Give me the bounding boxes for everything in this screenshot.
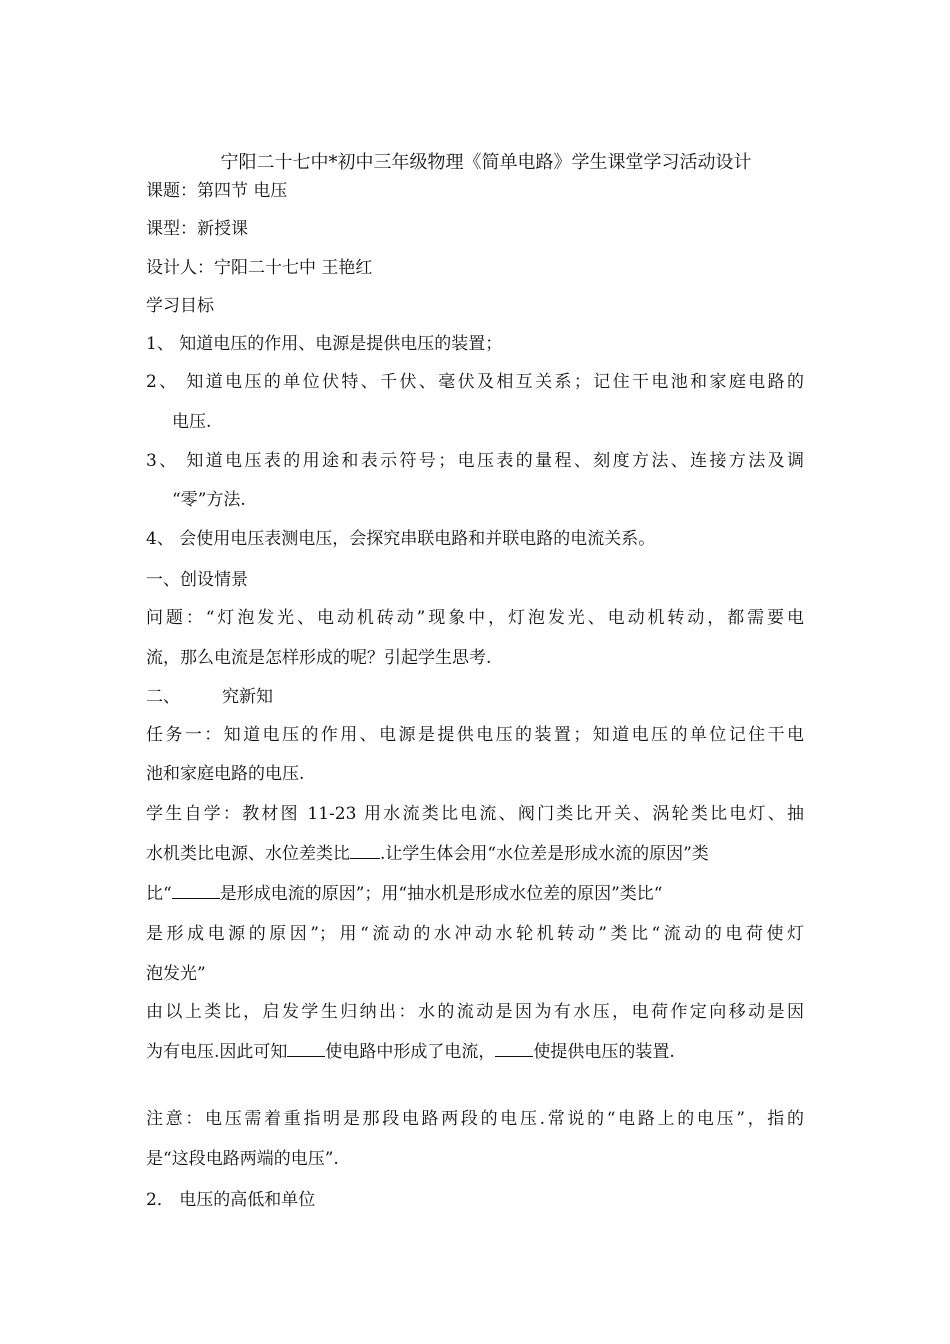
self-study-line-3-part-a: 比“ [146, 884, 172, 904]
document-title: 宁阳二十七中*初中三年级物理《简单电路》学生课堂学习活动设计 [220, 152, 752, 173]
task-1-line-2: 池和家庭电路的电压. [146, 764, 305, 784]
section-2-number: 二、 [146, 687, 180, 707]
induction-line-2-part-a: 为有电压.因此可知 [146, 1042, 288, 1062]
subsection-2-heading: 2． 电压的高低和单位 [146, 1190, 316, 1210]
question-line-2: 流，那么电流是怎样形成的呢？引起学生思考. [146, 648, 492, 668]
objective-1: 1、 知道电压的作用、电源是提供电压的装置； [146, 334, 503, 354]
section-2-text: 究新知 [222, 687, 273, 707]
section-1-heading: 一、创设情景 [146, 570, 248, 590]
fill-blank[interactable] [495, 1042, 533, 1057]
section-2-heading [146, 682, 273, 707]
fill-blank[interactable] [287, 1042, 325, 1057]
induction-line-1: 由以上类比，启发学生归纳出：水的流动是因为有水压，电荷作定向移动是因 [146, 1002, 804, 1022]
self-study-line-3 [146, 879, 662, 904]
self-study-line-2 [146, 839, 709, 864]
designer-line: 设计人：宁阳二十七中 王艳红 [146, 258, 373, 278]
note-line-2: 是“这段电路两端的电压”. [146, 1149, 339, 1169]
objective-2-line-1: 2、 知道电压的单位伏特、千伏、毫伏及相互关系；记住干电池和家庭电路的 [146, 372, 804, 392]
induction-line-2 [146, 1037, 675, 1062]
self-study-line-2-part-a: 水机类比电源、水位差类比 [146, 844, 350, 864]
task-1-line-1: 任务一：知道电压的作用、电源是提供电压的装置；知道电压的单位记住干电 [146, 725, 804, 745]
self-study-line-2-part-b: .让学生体会用“水位差是形成水流的原因”类 [380, 844, 709, 864]
self-study-line-3-part-b: 是形成电流的原因”；用“抽水机是形成水位差的原因”类比“ [219, 884, 663, 904]
lesson-type-line: 课型：新授课 [146, 219, 248, 239]
induction-line-2-part-b: 使电路中形成了电流， [325, 1042, 496, 1062]
topic-line: 课题：第四节 电压 [146, 181, 288, 201]
note-line-1: 注意：电压需着重指明是那段电路两段的电压.常说的“电路上的电压”，指的 [146, 1109, 804, 1129]
objective-3-line-1: 3、 知道电压表的用途和表示符号；电压表的量程、刻度方法、连接方法及调 [146, 451, 804, 471]
objectives-heading: 学习目标 [146, 296, 214, 316]
objective-4: 4、 会使用电压表测电压，会探究串联电路和并联电路的电流关系。 [146, 529, 656, 549]
induction-line-2-part-c: 使提供电压的装置. [533, 1042, 675, 1062]
question-line-1: 问题：“灯泡发光、电动机砖动”现象中，灯泡发光、电动机转动，都需要电 [146, 608, 804, 628]
self-study-line-5: 泡发光” [146, 964, 206, 984]
fill-blank[interactable] [350, 844, 380, 859]
objective-2-line-2: 电压. [172, 412, 212, 432]
self-study-line-4: 是形成电源的原因”；用“流动的水冲动水轮机转动”类比“流动的电荷使灯 [146, 924, 804, 944]
self-study-line-1: 学生自学：教材图 11-23 用水流类比电流、阀门类比开关、涡轮类比电灯、抽 [146, 804, 804, 824]
objective-3-line-2: “零”方法. [172, 490, 246, 510]
fill-blank[interactable] [172, 884, 220, 899]
